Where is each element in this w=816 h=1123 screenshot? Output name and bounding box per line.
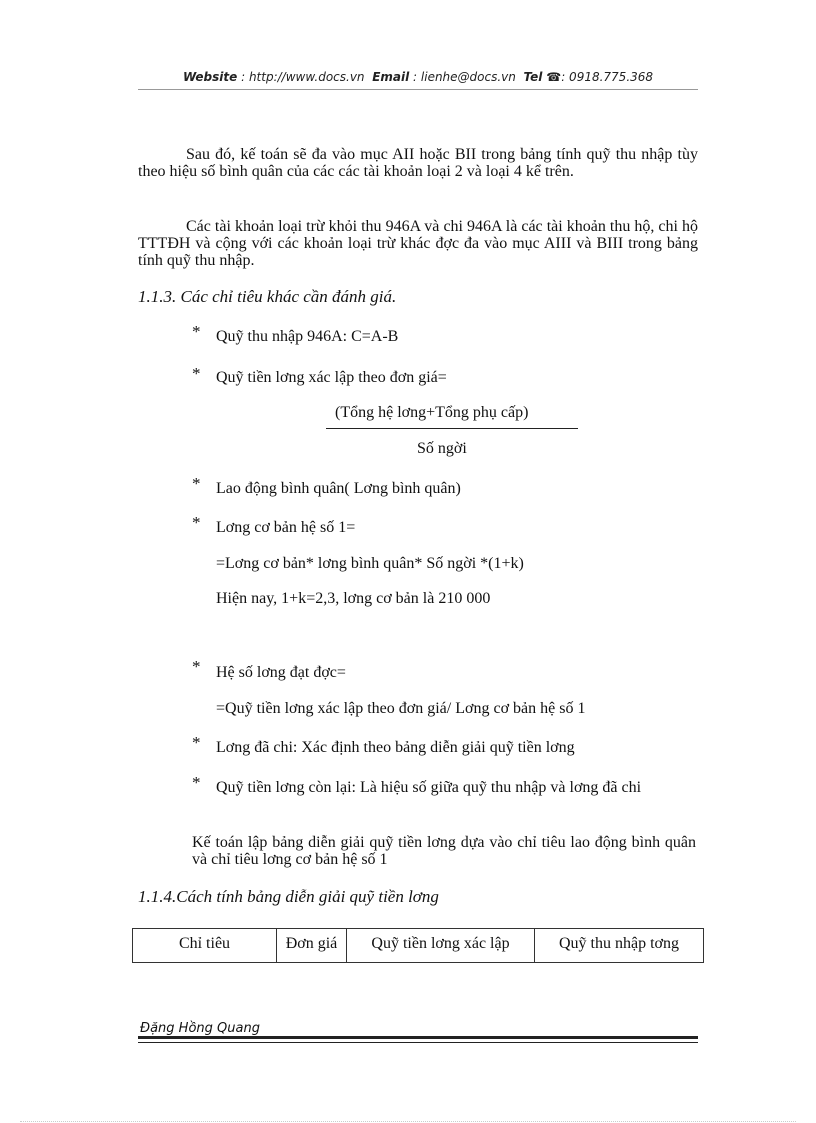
list-item-7: Quỹ tiền lơng còn lại: Là hiệu số giữa quỹ thu nhập và lơng đã chi [216,779,642,796]
list-item-5-formula: =Quỹ tiền lơng xác lập theo đơn giá/ Lơng cơ bản hệ số 1 [216,700,586,717]
bullet-icon: * [192,322,201,341]
footer-author: Đặng Hồng Quang [140,1021,260,1036]
page-bottom-edge [20,1121,796,1122]
table-header-cell: Chỉ tiêu [133,929,277,962]
list-item-3: Lao động bình quân( Lơng bình quân) [216,480,461,497]
paragraph-2: Các tài khoản loại trừ khỏi thu 946A và chi 946A là các tài khoản thu hộ, chi hộ TTTĐH và cộng với các khoản loại trừ khác đợc đa vào mục AIII và BIII trong bảng tính quỹ thu nhập. [138,218,698,269]
list-item-4-formula: =Lơng cơ bản* lơng bình quân* Số ngời *(1+k) [216,555,524,572]
fraction-bar [326,428,578,429]
bullet-icon: * [192,364,201,383]
list-item-4: Lơng cơ bản hệ số 1= [216,519,356,536]
list-item-2: Quỹ tiền lơng xác lập theo đơn giá= [216,369,447,386]
footer-divider-thin [138,1042,698,1043]
email-label: Email [372,70,410,84]
table-header-cell: Quỹ thu nhập tơng [558,935,679,952]
email-link[interactable]: : lienhe@docs.vn [413,70,516,84]
table-header-cell: Quỹ tiền lơng xác lập [347,929,535,962]
list-item-4-note: Hiện nay, 1+k=2,3, lơng cơ bản là 210 000 [216,590,491,607]
formula-denominator: Số ngời [417,440,467,457]
section-heading-113: 1.1.3. Các chỉ tiêu khác cần đánh giá. [138,287,397,306]
formula-numerator: (Tổng hệ lơng+Tổng phụ cấp) [335,404,529,421]
bullet-icon: * [192,733,201,752]
paragraph-3: Kế toán lập bảng diễn giải quỹ tiền lơng dựa vào chỉ tiêu lao động bình quân và chỉ tiêu lơng cơ bản hệ số 1 [192,834,696,868]
bullet-icon: * [192,773,201,792]
website-label: Website [182,70,238,84]
phone-icon: ☎ [546,70,562,84]
tel-label: Tel [523,70,543,84]
table-header-cell: Đơn giá [277,929,347,962]
bullet-icon: * [192,513,201,532]
website-link[interactable]: : http://www.docs.vn [241,70,365,84]
paragraph-1: Sau đó, kế toán sẽ đa vào mục AII hoặc BII trong bảng tính quỹ thu nhập tùy theo hiệu số bình quân của các các tài khoản loại 2 và loại 4 kể trên. [138,146,698,180]
fund-table [132,928,704,963]
bullet-icon: * [192,657,201,676]
tel-value: : 0918.775.368 [561,70,654,84]
list-item-5: Hệ số lơng đạt đợc= [216,664,346,681]
page-header [138,70,698,84]
footer-divider-thick [138,1036,698,1039]
bullet-icon: * [192,474,201,493]
list-item-1: Quỹ thu nhập 946A: C=A-B [216,328,399,345]
header-divider [138,89,698,90]
list-item-6: Lơng đã chi: Xác định theo bảng diễn giải quỹ tiền lơng [216,739,575,756]
section-heading-114: 1.1.4.Cách tính bảng diễn giải quỹ tiền lơng [138,887,439,906]
